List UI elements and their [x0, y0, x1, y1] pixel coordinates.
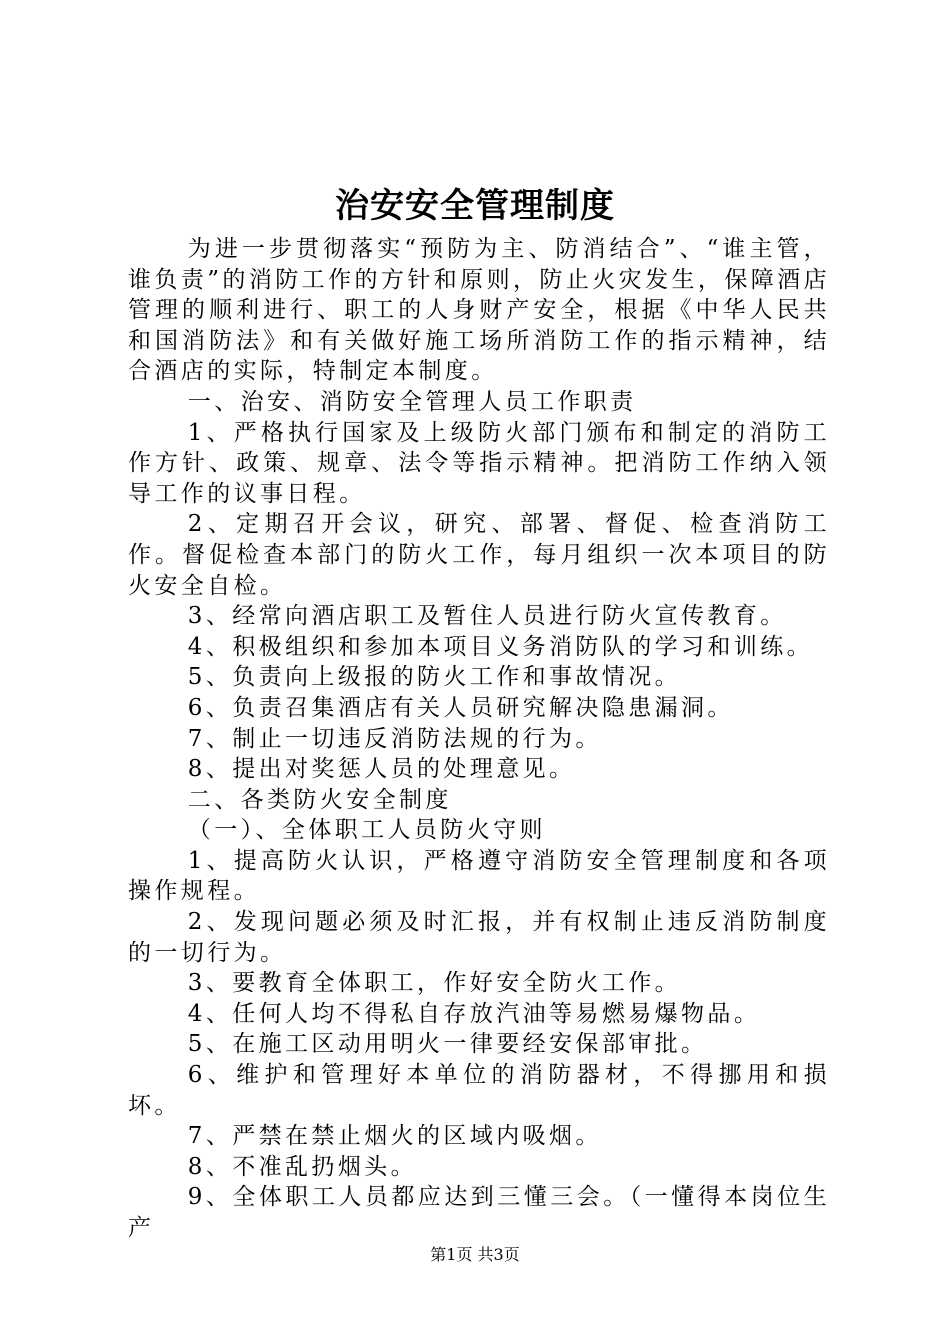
list-item: 5、负责向上级报的防火工作和事故情况。: [187, 664, 682, 691]
list-item: 4、任何人均不得私自存放汽油等易燃易爆物品。: [187, 1000, 761, 1027]
list-item: 3、经常向酒店职工及暂住人员进行防火宣传教育。: [187, 603, 787, 630]
section-heading-2: 二、各类防火安全制度: [187, 786, 452, 813]
list-item: 7、制止一切违反消防法规的行为。: [187, 725, 602, 752]
paragraph-intro: 为进一步贯彻落实“预防为主、防消结合”、“谁主管，谁负责”的消防工作的方针和原则，防止火灾发生，保障酒店管理的顺利进行、职工的人身财产安全，根据《中华人民共和国消防法》和有关做好施工场所消防工作的指示精神，结合酒店的实际，特制定本制度。: [128, 236, 830, 385]
list-item: 7、严禁在禁止烟火的区域内吸烟。: [187, 1123, 602, 1150]
list-item: 8、不准乱扔烟头。: [187, 1153, 418, 1180]
page-footer: 第1页 共3页: [430, 1245, 520, 1264]
list-item: 2、定期召开会议，研究、部署、督促、检查消防工作。督促检查本部门的防火工作，每月组织一次本项目的防火安全自检。: [128, 511, 830, 599]
list-item: 8、提出对奖惩人员的处理意见。: [187, 756, 576, 783]
document-body: [128, 234, 830, 1244]
list-item: 9、全体职工人员都应达到三懂三会。（一懂得本岗位生产: [128, 1184, 830, 1241]
section-heading-1: 一、治安、消防安全管理人员工作职责: [187, 388, 637, 415]
list-item: 1、提高防火认识，严格遵守消防安全管理制度和各项操作规程。: [128, 847, 830, 905]
list-item: 3、要教育全体职工，作好安全防火工作。: [187, 970, 682, 997]
list-item: 5、在施工区动用明火一律要经安保部审批。: [187, 1031, 708, 1058]
list-item: 4、积极组织和参加本项目义务消防队的学习和训练。: [187, 633, 814, 660]
list-item: 2、发现问题必须及时汇报，并有权制止违反消防制度的一切行为。: [128, 909, 830, 966]
document-title: 治安安全管理制度: [335, 186, 615, 226]
list-item: 6、维护和管理好本单位的消防器材，不得挪用和损坏。: [128, 1062, 830, 1119]
list-item: 6、负责召集酒店有关人员研究解决隐患漏洞。: [187, 694, 734, 721]
subsection-heading: （一）、全体职工人员防火守则: [187, 817, 546, 844]
list-item: 1、严格执行国家及上级防火部门颁布和制定的消防工作方针、政策、规章、法令等指示精神。把消防工作纳入领导工作的议事日程。: [128, 419, 830, 507]
